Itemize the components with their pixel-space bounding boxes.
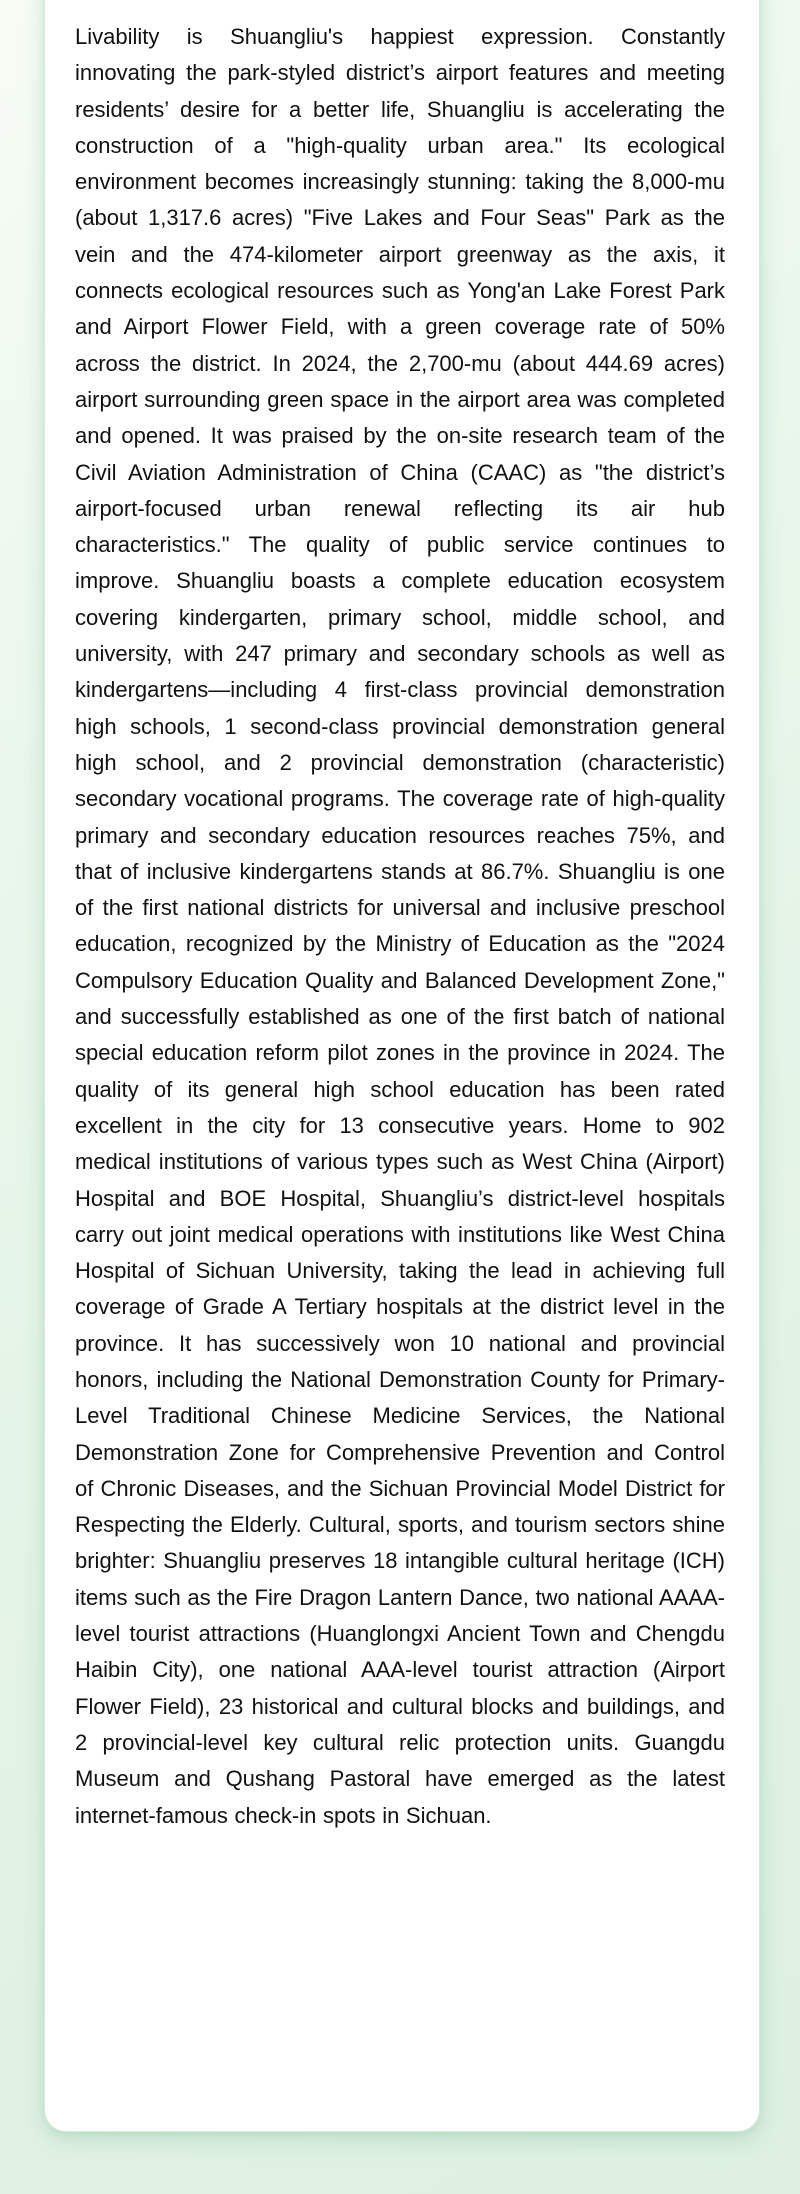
- article-card: [44, 0, 760, 2132]
- article-paragraph: Livability is Shuangliu's happiest expression. Constantly innovating the park-styled district’s airport features and meeting residents’ desire for a better life, Shuangliu is accelerating the construction of a "high-quality urban area." Its ecological environment becomes increasingly stunning: taking the 8,000-mu (about 1,317.6 acres) "Five Lakes and Four Seas" Park as the vein and the 474-kilometer airport greenway as the axis, it connects ecological resources such as Yong'an Lake Forest Park and Airport Flower Field, with a green coverage rate of 50% across the district. In 2024, the 2,700-mu (about 444.69 acres) airport surrounding green space in the airport area was completed and opened. It was praised by the on-site research team of the Civil Aviation Administration of China (CAAC) as "the district’s airport-focused urban renewal reflecting its air hub characteristics." The quality of public service continues to improve. Shuangliu boasts a complete education ecosystem covering kindergarten, primary school, middle school, and university, with 247 primary and secondary schools as well as kindergartens—including 4 first-class provincial demonstration high schools, 1 second-class provincial demonstration general high school, and 2 provincial demonstration (characteristic) secondary vocational programs. The coverage rate of high-quality primary and secondary education resources reaches 75%, and that of inclusive kindergartens stands at 86.7%. Shuangliu is one of the first national districts for universal and inclusive preschool education, recognized by the Ministry of Education as the "2024 Compulsory Education Quality and Balanced Development Zone," and successfully established as one of the first batch of national special education reform pilot zones in the province in 2024. The quality of its general high school education has been rated excellent in the city for 13 consecutive years. Home to 902 medical institutions of various types such as West China (Airport) Hospital and BOE Hospital, Shuangliu’s district-level hospitals carry out joint medical operations with institutions like West China Hospital of Sichuan University, taking the lead in achieving full coverage of Grade A Tertiary hospitals at the district level in the province. It has successively won 10 national and provincial honors, including the National Demonstration County for Primary-Level Traditional Chinese Medicine Services, the National Demonstration Zone for Comprehensive Prevention and Control of Chronic Diseases, and the Sichuan Provincial Model District for Respecting the Elderly. Cultural, sports, and tourism sectors shine brighter: Shuangliu preserves 18 intangible cultural heritage (ICH) items such as the Fire Dragon Lantern Dance, two national AAAA-level tourist attractions (Huanglongxi Ancient Town and Chengdu Haibin City), one national AAA-level tourist attraction (Airport Flower Field), 23 historical and cultural blocks and buildings, and 2 provincial-level key cultural relic protection units. Guangdu Museum and Qushang Pastoral have emerged as the latest internet-famous check-in spots in Sichuan.: [75, 24, 725, 1828]
